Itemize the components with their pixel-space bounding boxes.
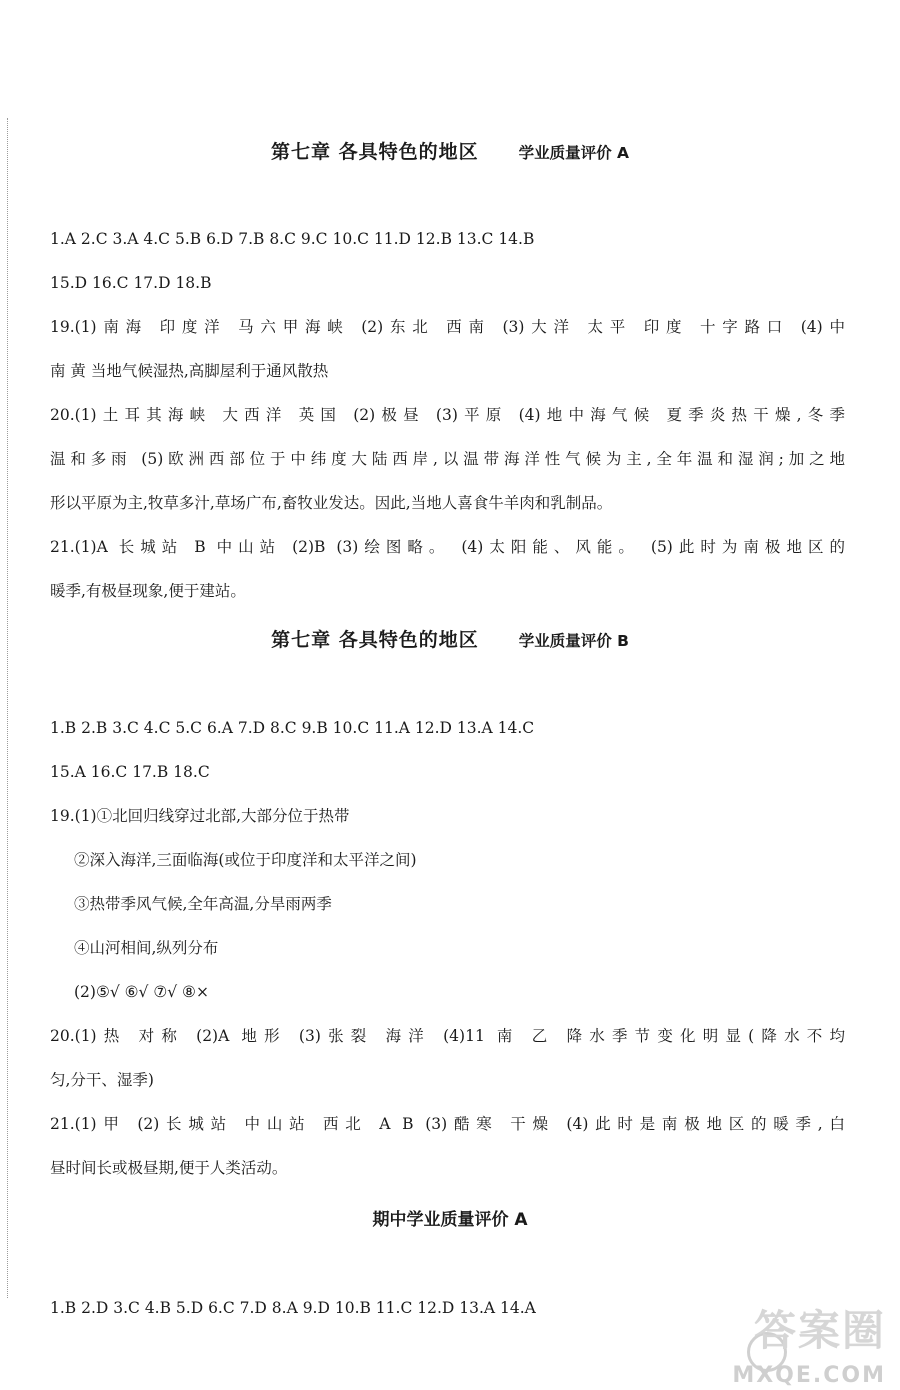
section-heading [0, 1200, 900, 1240]
answer-line: 1.B 2.D 3.C 4.B 5.D 6.C 7.D 8.A 9.D 10.B 11.C 12.D 13.A 14.A [50, 1299, 536, 1317]
section-chapter7-a [0, 132, 900, 613]
answer-line: ③热带季风气候,全年高温,分旱雨两季 [74, 895, 332, 913]
answer-line: 15.D 16.C 17.D 18.B [50, 274, 212, 292]
section-heading [0, 132, 900, 172]
answer-line: 匀,分干、湿季) [50, 1071, 154, 1089]
answer-line: 21.(1)A 长城站 B 中山站 (2)B (3)绘图略。 (4)太阳能、风能。 (5)此时为南极地区的 [50, 538, 845, 556]
section-heading [0, 620, 900, 660]
answer-line: 暖季,有极昼现象,便于建站。 [50, 582, 246, 600]
answer-line: ②深入海洋,三面临海(或位于印度洋和太平洋之间) [74, 851, 417, 869]
section-subtitle: 学业质量评价 A [518, 144, 630, 162]
answer-line: 21.(1)甲 (2)长城站 中山站 西北 A B (3)酷寒 干燥 (4)此时是南极地区的暖季,白 [50, 1115, 845, 1133]
answer-line: 19.(1)①北回归线穿过北部,大部分位于热带 [50, 807, 350, 825]
section-subtitle: 期中学业质量评价 A [372, 1210, 528, 1230]
answer-line: 19.(1)南海 印度洋 马六甲海峡 (2)东北 西南 (3)大洋 太平 印度 十字路口 (4)中 [50, 318, 845, 336]
section-subtitle: 学业质量评价 B [518, 632, 629, 650]
chapter-title: 第七章 各具特色的地区 [271, 629, 479, 651]
answer-line: 1.A 2.C 3.A 4.C 5.B 6.D 7.B 8.C 9.C 10.C 11.D 12.B 13.C 14.B [50, 230, 535, 248]
answer-line: 20.(1)热 对称 (2)A 地形 (3)张裂 海洋 (4)11 南 乙 降水季节变化明显(降水不均 [50, 1027, 845, 1045]
answer-line: 南 黄 当地气候湿热,高脚屋利于通风散热 [50, 362, 329, 380]
chapter-title: 第七章 各具特色的地区 [270, 141, 479, 163]
answer-line: 形以平原为主,牧草多汁,草场广布,畜牧业发达。因此,当地人喜食牛羊肉和乳制品。 [50, 494, 613, 512]
watermark-text: 答案圈 [753, 1306, 886, 1355]
watermark-logo [705, 1298, 890, 1388]
answer-line: 1.B 2.B 3.C 4.C 5.C 6.A 7.D 8.C 9.B 10.C 11.A 12.D 13.A 14.C [50, 719, 535, 737]
answer-line: 20.(1)土耳其海峡 大西洋 英国 (2)极昼 (3)平原 (4)地中海气候 夏季炎热干燥,冬季 [50, 406, 845, 424]
answer-line: 昼时间长或极昼期,便于人类活动。 [50, 1159, 288, 1177]
section-chapter7-b [0, 620, 900, 1190]
answer-line: (2)⑤√ ⑥√ ⑦√ ⑧× [74, 983, 209, 1001]
answer-line: 温和多雨 (5)欧洲西部位于中纬度大陆西岸,以温带海洋性气候为主,全年温和湿润;加之地 [50, 450, 845, 468]
answer-line: 15.A 16.C 17.B 18.C [50, 763, 210, 781]
watermark-url: MXQE.COM [732, 1363, 886, 1388]
answer-line: ④山河相间,纵列分布 [74, 939, 219, 957]
